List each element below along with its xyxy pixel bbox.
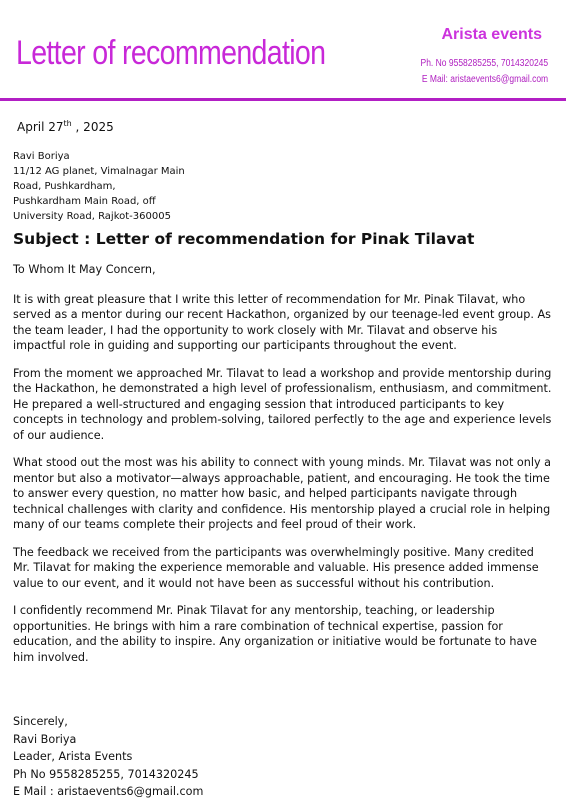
address-line: 11/12 AG planet, Vimalnagar Main xyxy=(13,166,185,177)
date-year: , 2025 xyxy=(71,120,114,134)
document-title: Letter of recommendation xyxy=(16,34,326,72)
address-line: University Road, Rajkot-360005 xyxy=(13,211,171,222)
body-paragraph: I confidently recommend Mr. Pinak Tilavat for any mentorship, teaching, or leadership opportunities. He brings with him a rare combination of technical expertise, passion for education, and the ability to inspire. Any organization or initiative would be fortunate to have him involved. xyxy=(13,604,537,664)
header-phone: Ph. No 9558285255, 7014320245 xyxy=(420,58,548,69)
greeting: To Whom It May Concern, xyxy=(13,263,156,276)
address-line: Pushkardham Main Road, off xyxy=(13,196,156,207)
header-email: E Mail: aristaevents6@gmail.com xyxy=(421,74,548,85)
body-paragraph: What stood out the most was his ability to connect with young minds. Mr. Tilavat was not only a mentor but also a motivator—always approachable, patient, and encouraging. He took the time to answer every question, no matter how basic, and helped participants navigate through technical challenges with clarity and confidence. His mentorship played a crucial role in helping many of our teams complete their projects and feel proud of their work. xyxy=(13,456,551,531)
letter-body xyxy=(13,262,553,677)
date-day: April 27 xyxy=(17,120,64,134)
signer-phone: Ph No 9558285255, 7014320245 xyxy=(13,767,199,781)
closing: Sincerely, xyxy=(13,715,68,728)
signer-email: E Mail : aristaevents6@gmail.com xyxy=(13,785,204,798)
signature-block xyxy=(13,713,203,801)
recipient-name: Ravi Boriya xyxy=(13,151,70,162)
letter-date xyxy=(17,119,114,134)
date-suffix: th xyxy=(63,119,72,128)
header-divider xyxy=(0,98,566,101)
header-contact xyxy=(398,56,548,88)
body-paragraph: From the moment we approached Mr. Tilavat to lead a workshop and provide mentorship during the Hackathon, he demonstrated a high level of professionalism, enthusiasm, and commitment. He prepared a well-structured and engaging session that introduced participants to key concepts in technology and problem-solving, tailored perfectly to the age and experience levels of our audience. xyxy=(13,366,552,442)
address-line: Road, Pushkardham, xyxy=(13,181,116,192)
body-paragraph: It is with great pleasure that I write this letter of recommendation for Mr. Pinak Tilavat, who served as a mentor during our recent Hackathon, organized by our teenage-led event group. As the team leader, I had the opportunity to work closely with Mr. Tilavat and observe his impactful role in guiding and supporting our participants throughout the event. xyxy=(13,292,551,352)
signer-role: Leader, Arista Events xyxy=(13,750,133,763)
recipient-address xyxy=(13,149,185,224)
signer-name: Ravi Boriya xyxy=(13,732,77,746)
organization-name: Arista events xyxy=(441,26,542,43)
body-paragraph: The feedback we received from the participants was overwhelmingly positive. Many credited Mr. Tilavat for making the experience memorable and valuable. His presence added immense value to our event, and it would not have been as successful without his contribution. xyxy=(13,545,539,590)
letter-subject: Subject : Letter of recommendation for Pinak Tilavat xyxy=(13,230,475,248)
